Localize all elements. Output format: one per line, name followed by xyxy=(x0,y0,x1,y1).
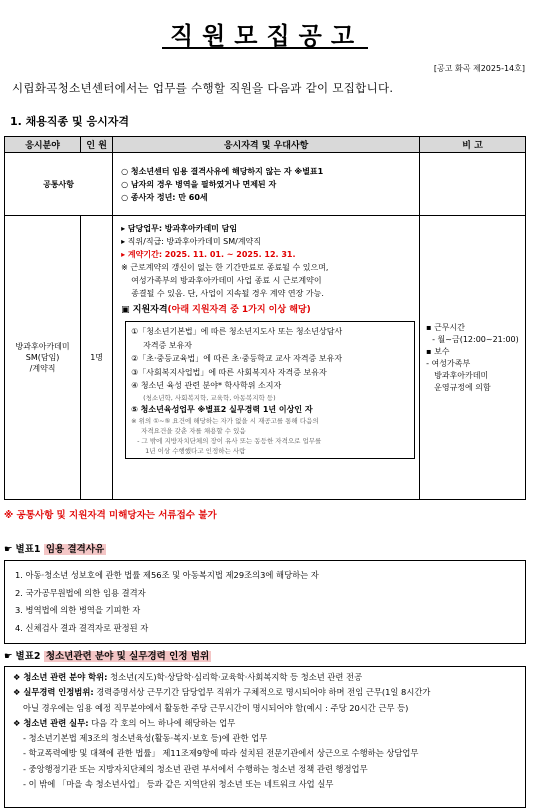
annex2-title: 청소년관련 분야 및 실무경력 인정 범위 xyxy=(45,651,210,662)
qualification-condition: (아래 지원자격 중 1가지 이상 해당) xyxy=(167,305,311,315)
annex2-box xyxy=(4,666,526,808)
list-item xyxy=(13,716,517,731)
header-field: 응시분야 xyxy=(5,137,81,153)
qualification-note: - 그 밖에 지방자치단체의 장이 유사 또는 동등한 자격으로 업무를 xyxy=(137,437,322,445)
remarks-line: 방과후아카데미 xyxy=(434,370,489,380)
remarks-cell xyxy=(420,216,526,500)
common-requirements-label: 공통사항 xyxy=(5,153,113,216)
field-line: /계약직 xyxy=(29,364,56,373)
common-remarks-cell xyxy=(420,153,526,216)
list-item: - 청소년기본법 제3조의 청소년육성(활동·복지·보호 등)에 관한 업무 xyxy=(23,733,268,744)
table-header-row xyxy=(5,137,526,153)
list-item: 2. 국가공무원법에 의한 임용 결격자 xyxy=(15,587,146,598)
common-item: ○ 청소년센터 임용 결격사유에 해당하지 않는 자 ※별표1 xyxy=(121,166,324,176)
contract-note: ※ 근로계약의 갱신이 없는 한 기간만료로 종료될 수 있으며, xyxy=(121,263,329,272)
list-item: 4. 신체검사 결과 결격자로 판정된 자 xyxy=(15,622,149,633)
pointing-hand-icon: ☛ xyxy=(4,651,13,662)
qualification-label: ▣ 지원자격 xyxy=(121,305,168,315)
remarks-line: 운영규정에 의함 xyxy=(434,382,491,392)
field-line: SM(담임) xyxy=(25,353,60,362)
position-line: ▸ 직위/직급: 방과후아카데미 SM/계약직 xyxy=(121,237,262,246)
annex2-prefix: 별표2 xyxy=(15,651,41,662)
qualification-item: ②「초·중등교육법」에 따른 초·중등학교 교사 자격증 보유자 xyxy=(131,354,343,363)
header-count: 인 원 xyxy=(81,137,113,153)
qualification-note: (청소년학, 사회복지학, 교육학, 아동복지학 등) xyxy=(143,393,276,402)
qualification-item: ①「청소년기본법」에 따른 청소년지도사 또는 청소년상담사 xyxy=(131,327,343,336)
notice-reference-number: [공고 화곡 제2025-14호] xyxy=(433,64,525,73)
title-underline xyxy=(162,47,368,49)
remarks-line: ▪ 보수 xyxy=(426,346,450,356)
warning-text: ※ 공통사항 및 지원자격 미해당자는 서류접수 불가 xyxy=(4,510,217,521)
recruitment-table xyxy=(4,136,526,500)
list-item xyxy=(13,685,517,700)
list-item-label: ❖ 실무경력 인정범위: xyxy=(13,687,94,698)
qualification-heading xyxy=(121,304,415,317)
list-item-text: 청소년(지도)학·상담학·심리학·교육학·사회복지학 등 청소년 관련 전공 xyxy=(107,672,363,682)
qualification-box xyxy=(125,321,415,459)
qualification-item: ③「사회복지사업법」에 따른 사회복지사 자격증 보유자 xyxy=(131,367,327,377)
annex1-box xyxy=(4,560,526,644)
annex1-heading xyxy=(4,541,106,555)
list-item-text: 경력증명서상 근무기간 담당업무 직위가 구체적으로 명시되어야 하며 전임 근무(1일 8시간가 xyxy=(93,687,431,698)
annex1-prefix: 별표1 xyxy=(15,544,41,555)
list-item-label: ❖ 청소년 관련 실무: xyxy=(13,717,89,728)
list-item: - 이 밖에 「마을 속 청소년사업」 등과 같은 지역단위 청소년 또는 네트워크 사업 실무 xyxy=(23,779,334,790)
field-line: 방과후아카데미 xyxy=(15,342,70,351)
list-item-text: 다음 각 호의 어느 하나에 해당하는 업무 xyxy=(88,717,236,728)
headcount: 1명 xyxy=(81,216,113,500)
list-item: - 학교폭력예방 및 대책에 관한 법률」 제11조제9항에 따라 설치된 전문기관에서 상근으로 수행하는 상담업무 xyxy=(23,748,419,759)
list-item: 3. 병역법에 의한 병역을 기피한 자 xyxy=(15,605,141,615)
duty-line: ▸ 담당업무: 방과후아카데미 담임 xyxy=(121,224,238,233)
common-requirements-cell xyxy=(113,153,420,216)
list-item-label: ❖ 청소년 관련 분야 학위: xyxy=(13,672,108,682)
section-heading-recruitment: 1. 채용직종 및 응시자격 xyxy=(10,115,129,128)
qualification-note: ※ 위의 ①~⑤ 요건에 해당하는 자가 없을 시 재공고를 통해 다음의 xyxy=(131,417,319,425)
qualification-item: ⑤ 청소년육성업무 ※별표2 실무경력 1년 이상인 자 xyxy=(131,404,313,414)
list-item: 아닐 경우에는 임용 예정 직무분야에서 활동한 주당 근무시간이 명시되어야 함(예시 : 주당 20시간 근무 등) xyxy=(23,702,409,713)
table-row-common xyxy=(5,153,526,216)
header-remarks: 비 고 xyxy=(420,137,526,153)
qualification-note: 1년 이상 수행했다고 인정하는 사람 xyxy=(145,447,246,455)
pointing-hand-icon: ☛ xyxy=(4,544,13,555)
qualification-note: 자격요건을 갖춘 자를 채용할 수 있음 xyxy=(141,427,246,435)
header-qualifications: 응시자격 및 우대사항 xyxy=(113,137,420,153)
contract-period: ▸ 계약기간: 2025. 11. 01. ~ 2025. 12. 31. xyxy=(121,250,296,259)
annex2-heading xyxy=(4,648,211,662)
contract-note: 종결될 수 있음. 단, 사업이 지속될 경우 계약 연장 가능. xyxy=(131,289,324,298)
remarks-line: ▪ 근무시간 xyxy=(426,322,465,332)
common-item: ○ 남자의 경우 병역을 필하였거나 면제된 자 xyxy=(121,179,277,189)
list-item: 1. 아동·청소년 성보호에 관한 법률 제56조 및 아동복지법 제29조의3에 해당하는 자 xyxy=(15,570,319,580)
list-item xyxy=(13,670,517,685)
qualification-item: ④ 청소년 육성 관련 분야* 학사학위 소지자 xyxy=(131,381,282,390)
intro-text: 시립화곡청소년센터에서는 업무를 수행할 직원을 다음과 같이 모집합니다. xyxy=(12,81,394,95)
remarks-line: - 월~금(12:00~21:00) xyxy=(432,334,519,344)
table-row-academy xyxy=(5,216,526,500)
qualification-item: 자격증 보유자 xyxy=(143,340,193,350)
list-item: - 중앙행정기관 또는 지방자치단체의 청소년 관련 부서에서 수행하는 청소년 정책 관련 행정업무 xyxy=(23,763,368,774)
remarks-line: - 여성가족부 xyxy=(426,358,471,368)
contract-note: 여성가족부의 방과후아카데미 사업 종료 시 근로계약이 xyxy=(131,276,322,285)
page-title: 직원모집공고 xyxy=(169,22,364,50)
common-item: ○ 종사자 정년: 만 60세 xyxy=(121,192,208,202)
qualifications-cell xyxy=(113,216,420,500)
field-academy xyxy=(5,216,81,500)
annex1-title: 임용 결격사유 xyxy=(45,544,105,555)
